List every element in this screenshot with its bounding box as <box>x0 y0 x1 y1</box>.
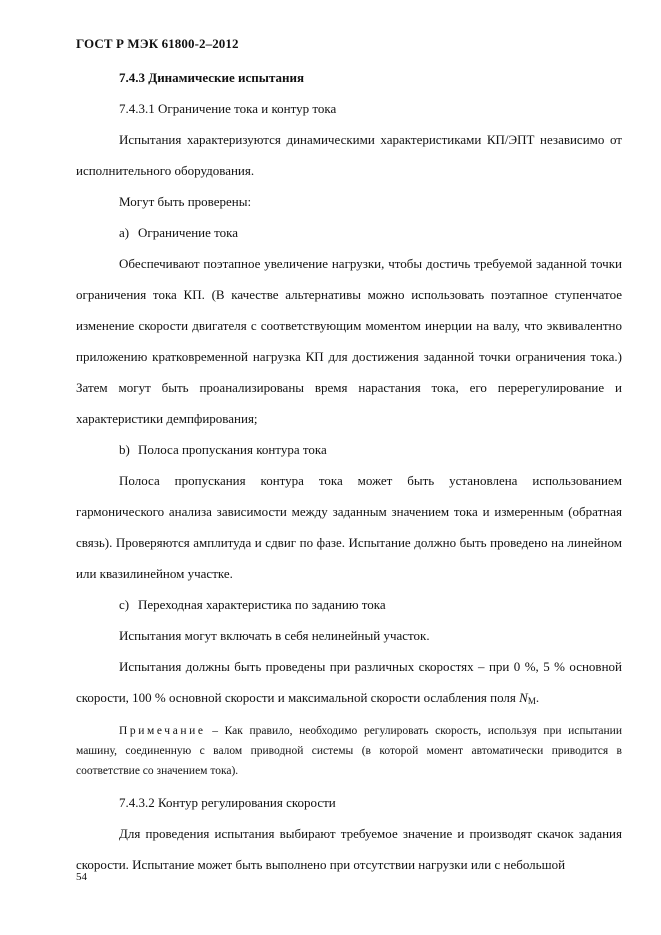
paragraph-current-limit: Обеспечивают поэтапное увеличение нагрузки, чтобы достичь требуемой заданной точки ограничения тока КП. (В качестве альтернативы можно использовать поэтапное ступенчатое изменение скорости двигателя с соответствующим моментом инерции на валу, что эквивалентно приложению кратковременной нагрузка КП для достижения заданной точки ограничения тока.) Затем могут быть проанализированы время нарастания тока, его перерегулирование и характеристики демпфирования; <box>76 256 622 426</box>
list-item-c <box>76 589 622 620</box>
paragraph-bandwidth: Полоса пропускания контура тока может быть установлена использованием гармонического анализа зависимости между заданным значением тока и измеренным (обратная связь). Проверяются амплитуда и сдвиг по фазе. Испытание должно быть проведено на линейном или квазилинейном участке. <box>76 473 622 581</box>
paragraph-speeds-text: Испытания должны быть проведены при различных скоростях – при 0 %, 5 % основной скорости, 100 % основной скорости и максимальной скорости ослабления поля <box>76 659 622 705</box>
page-content <box>76 62 622 880</box>
symbol-subscript-m: M <box>527 696 536 706</box>
page-header-standard: ГОСТ Р МЭК 61800-2–2012 <box>76 36 239 51</box>
note-text: – Как правило, необходимо регулировать скорость, используя при испытании машину, соединенную с валом приводной системы (в которой момент автоматически приводится в соответствие со значением тока). <box>76 725 622 777</box>
list-text-a: Ограничение тока <box>138 225 239 240</box>
list-marker-c: c) <box>119 597 130 612</box>
symbol-n: N <box>519 690 528 705</box>
note <box>76 721 622 781</box>
list-marker-b: b) <box>119 442 130 457</box>
paragraph-characteristics: Испытания характеризуются динамическими характеристиками КП/ЭПТ независимо от исполнительного оборудования. <box>76 132 622 178</box>
list-text-b: Полоса пропускания контура тока <box>138 442 327 457</box>
list-text-c: Переходная характеристика по заданию тока <box>138 597 386 612</box>
page-number: 54 <box>76 871 87 883</box>
list-item-b <box>76 434 622 465</box>
subsection-title-7-4-3-2: 7.4.3.2 Контур регулирования скорости <box>119 795 336 810</box>
paragraph-nonlinear: Испытания могут включать в себя нелинейный участок. <box>119 628 430 643</box>
subsection-title-7-4-3-1: 7.4.3.1 Ограничение тока и контур тока <box>119 101 337 116</box>
paragraph-speeds-end: . <box>535 690 540 705</box>
note-label: Примечание <box>119 725 206 737</box>
list-item-a <box>76 217 622 248</box>
list-marker-a: a) <box>119 225 130 240</box>
paragraph-can-be-checked: Могут быть проверены: <box>119 194 252 209</box>
paragraph-speeds <box>76 651 622 717</box>
paragraph-speed-test: Для проведения испытания выбирают требуемое значение и производят скачок задания скорости. Испытание может быть выполнено при отсутствии нагрузки или с небольшой <box>76 826 622 872</box>
section-title: 7.4.3 Динамические испытания <box>119 70 305 85</box>
